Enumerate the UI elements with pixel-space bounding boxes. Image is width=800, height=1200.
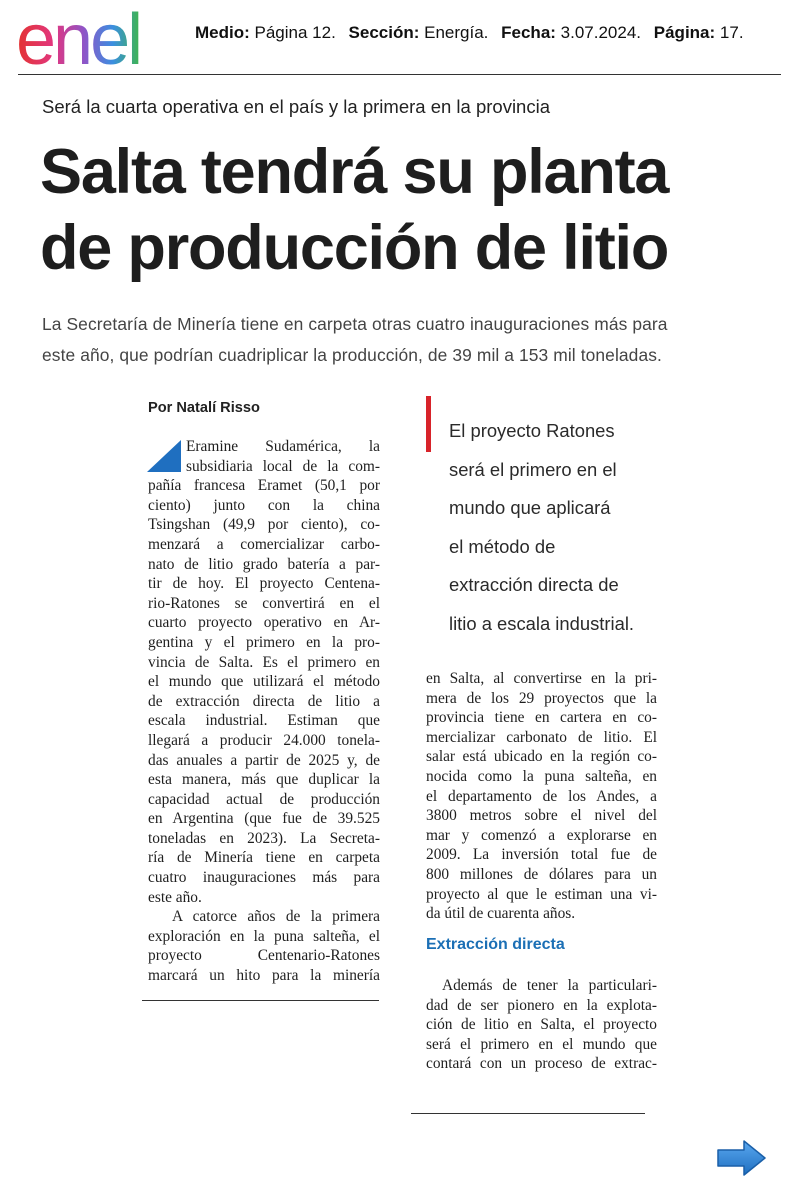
enel-logo	[14, 6, 184, 72]
text-line: en Argentina (que fue de 39.525	[148, 810, 380, 828]
pull-quote-line: extracción directa de	[449, 574, 619, 595]
pull-quote-line: El proyecto Ratones	[449, 420, 615, 441]
text-line: proyecto al que le estiman una vi-	[426, 885, 657, 903]
medio-label: Medio:	[195, 23, 250, 42]
text-line: pañía francesa Eramet (50,1 por	[148, 477, 380, 495]
article-kicker: Será la cuarta operativa en el país y la primera en la provincia	[42, 96, 550, 117]
text-line: Eramine Sudamérica, la	[186, 438, 380, 455]
medio-value: Página 12.	[254, 23, 336, 42]
text-line: A catorce años de la primera	[172, 908, 380, 926]
pull-quote-line: el método de	[449, 535, 556, 557]
headline-line: Salta tendrá su planta	[40, 137, 669, 207]
column-end-rule	[142, 1000, 379, 1001]
pull-quote	[449, 412, 634, 643]
text-line: mercializar carbonato de litio. El	[426, 728, 657, 746]
text-line: esta manera, más que duplicar la	[148, 771, 380, 789]
text-line: cuatro inauguraciones más para	[148, 869, 380, 887]
text-line: mar y comenzó a explorarse en	[426, 826, 657, 844]
text-line: marcará un hito para la minería	[148, 967, 380, 985]
text-line: este año.	[148, 888, 202, 906]
text-line: llegará a producir 24.000 tonela-	[148, 731, 380, 749]
article-column-1	[148, 437, 380, 986]
text-line: contará con un proceso de extrac-	[426, 1055, 657, 1073]
text-line: exploración en la puna salteña, el	[148, 927, 380, 945]
text-line: 3800 metros sobre el nivel del	[426, 807, 657, 825]
fecha-label: Fecha:	[501, 23, 556, 42]
section-subhead: Extracción directa	[426, 936, 565, 953]
text-line: toneladas en 2023). La Secreta-	[148, 829, 380, 847]
text-line: Tsingshan (49,9 por ciento), co-	[148, 516, 380, 534]
text-line: en Salta, al convertirse en la pri-	[426, 670, 657, 687]
article-column-2-continued	[426, 976, 657, 1074]
column-end-rule	[411, 1113, 645, 1114]
text-line: el mundo que utilizará el método	[148, 673, 380, 691]
text-line: menzará a comercializar carbo-	[148, 535, 380, 553]
text-line: tir de hoy. El proyecto Centena-	[148, 575, 380, 593]
fecha-value: 3.07.2024.	[560, 23, 642, 42]
pagina-value: 17.	[719, 23, 744, 42]
text-line: provincia tiene en cartera en co-	[426, 709, 657, 727]
text-line: dad de ser pionero en la explota-	[426, 996, 657, 1014]
pull-quote-line: será el primero en el	[449, 458, 617, 480]
text-line: escala industrial. Estiman que	[148, 712, 380, 730]
text-line: mera de los 29 proyectos que la	[426, 689, 657, 707]
text-line: subsidiaria local de la com-	[186, 457, 380, 475]
pull-quote-accent-bar	[426, 396, 431, 452]
header-divider	[18, 74, 781, 75]
text-line: 2009. La inversión total fue de	[426, 846, 657, 864]
text-line: capacidad actual de producción	[148, 790, 380, 808]
deck-line: La Secretaría de Minería tiene en carpeta otras cuatro inauguraciones más para	[42, 314, 668, 334]
text-line: das anuales a partir de 2025 y, de	[148, 751, 380, 769]
arrow-right-icon[interactable]	[714, 1138, 768, 1178]
text-line: salar está ubicado en la región co-	[426, 748, 657, 766]
text-line: ría de Minería tiene en carpeta	[148, 849, 380, 867]
text-line: proyecto Centenario-Ratones	[148, 947, 380, 965]
headline-line: de producción de litio	[40, 213, 669, 283]
seccion-label: Sección:	[348, 23, 420, 42]
deck-line: este año, que podrían cuadriplicar la producción, de 39 mil a 153 mil toneladas.	[42, 345, 662, 365]
text-line: cuarto proyecto operativo en Ar-	[148, 614, 380, 632]
text-line: 800 millones de dólares para un	[426, 865, 657, 883]
text-line: gentina y el primero en la pro-	[148, 633, 380, 651]
seccion-value: Energía.	[424, 23, 489, 42]
text-line: Además de tener la particulari-	[442, 977, 657, 994]
text-line: de extracción directa de litio a	[148, 692, 380, 710]
text-line: nato de litio grado batería a par-	[148, 555, 380, 573]
pull-quote-line: litio a escala industrial.	[449, 612, 635, 634]
text-line: rio-Ratones se convertirá en el	[148, 594, 380, 612]
text-line: da útil de cuarenta años.	[426, 905, 576, 923]
text-line: ciento) junto con la china	[148, 496, 380, 514]
article-deck	[42, 309, 782, 371]
text-line: vincia de Salta. Es el primero en	[148, 653, 380, 671]
text-line: nocida como la puna salteña, en	[426, 767, 657, 785]
logo-wordmark: enel	[16, 6, 141, 72]
text-line: ción de litio en Salta, el proyecto	[426, 1016, 657, 1034]
pagina-label: Página:	[653, 23, 716, 42]
source-metadata	[195, 23, 744, 43]
text-line: el departamento de los Andes, a	[426, 787, 657, 805]
text-line: será el primero en el mundo que	[426, 1035, 657, 1053]
article-headline	[40, 134, 780, 286]
pull-quote-line: mundo que aplicará	[449, 497, 611, 518]
article-column-2	[426, 669, 657, 924]
byline: Por Natalí Risso	[148, 400, 260, 416]
